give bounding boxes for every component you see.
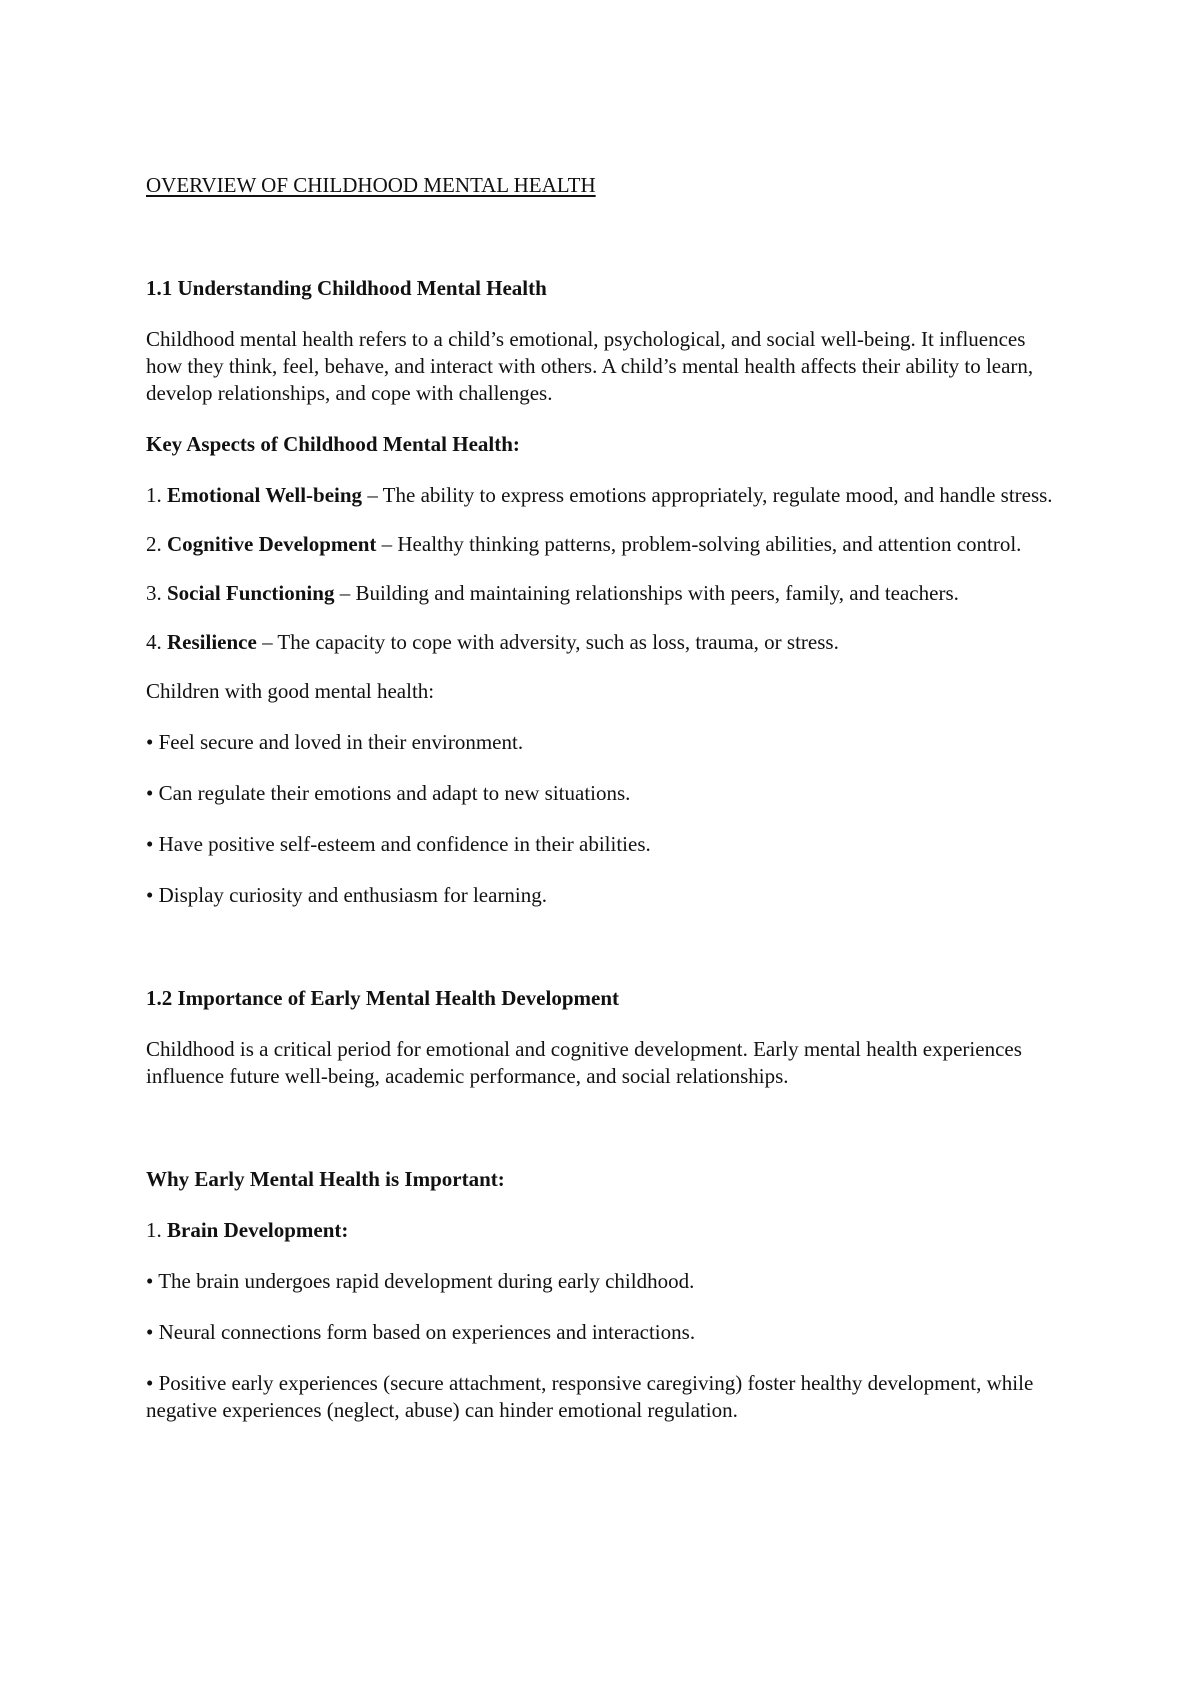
section-heading-1-2: 1.2 Importance of Early Mental Health Development xyxy=(146,986,620,1010)
aspect-term: Resilience xyxy=(167,630,257,654)
section-1-1-intro: Childhood mental health refers to a child’s emotional, psychological, and social well-being. It influences how they think, feel, behave, and interact with others. A child’s mental health affects their ability to learn, develop relationships, and cope with challenges. xyxy=(146,327,1034,405)
key-aspects-heading: Key Aspects of Childhood Mental Health: xyxy=(146,432,520,456)
point-number: 1. xyxy=(146,1218,167,1242)
bullet-item: • Feel secure and loved in their environment. xyxy=(146,730,524,754)
document-title: OVERVIEW OF CHILDHOOD MENTAL HEALTH xyxy=(146,173,596,197)
aspect-item-emotional xyxy=(146,482,1066,509)
aspect-number: 1. xyxy=(146,483,167,507)
aspect-desc: – Healthy thinking patterns, problem-solving abilities, and attention control. xyxy=(376,532,1022,556)
document-body xyxy=(146,172,1066,1424)
aspect-term: Cognitive Development xyxy=(167,532,377,556)
brain-development-item xyxy=(146,1217,1066,1244)
section-heading-1-1: 1.1 Understanding Childhood Mental Health xyxy=(146,276,547,300)
why-important-heading: Why Early Mental Health is Important: xyxy=(146,1167,505,1191)
good-health-lead: Children with good mental health: xyxy=(146,679,435,703)
bullet-item: • The brain undergoes rapid development during early childhood. xyxy=(146,1269,695,1293)
aspect-desc: – Building and maintaining relationships with peers, family, and teachers. xyxy=(334,581,959,605)
bullet-item: • Neural connections form based on experiences and interactions. xyxy=(146,1320,696,1344)
aspect-item-cognitive xyxy=(146,531,1066,558)
aspect-item-resilience xyxy=(146,629,1066,656)
aspect-number: 4. xyxy=(146,630,167,654)
aspect-item-social xyxy=(146,580,1066,607)
aspect-desc: – The ability to express emotions appropriately, regulate mood, and handle stress. xyxy=(362,483,1053,507)
aspect-number: 2. xyxy=(146,532,167,556)
bullet-item: • Display curiosity and enthusiasm for learning. xyxy=(146,883,548,907)
point-term: Brain Development: xyxy=(167,1218,349,1242)
aspect-desc: – The capacity to cope with adversity, such as loss, trauma, or stress. xyxy=(256,630,839,654)
bullet-item: • Can regulate their emotions and adapt to new situations. xyxy=(146,781,631,805)
aspect-number: 3. xyxy=(146,581,167,605)
bullet-item: • Positive early experiences (secure attachment, responsive caregiving) foster healthy development, while negative experiences (neglect, abuse) can hinder emotional regulation. xyxy=(146,1371,1034,1422)
aspect-term: Emotional Well-being xyxy=(167,483,363,507)
bullet-item: • Have positive self-esteem and confidence in their abilities. xyxy=(146,832,651,856)
aspect-term: Social Functioning xyxy=(167,581,335,605)
section-1-2-intro: Childhood is a critical period for emotional and cognitive development. Early mental health experiences influence future well-being, academic performance, and social relationships. xyxy=(146,1037,1022,1088)
